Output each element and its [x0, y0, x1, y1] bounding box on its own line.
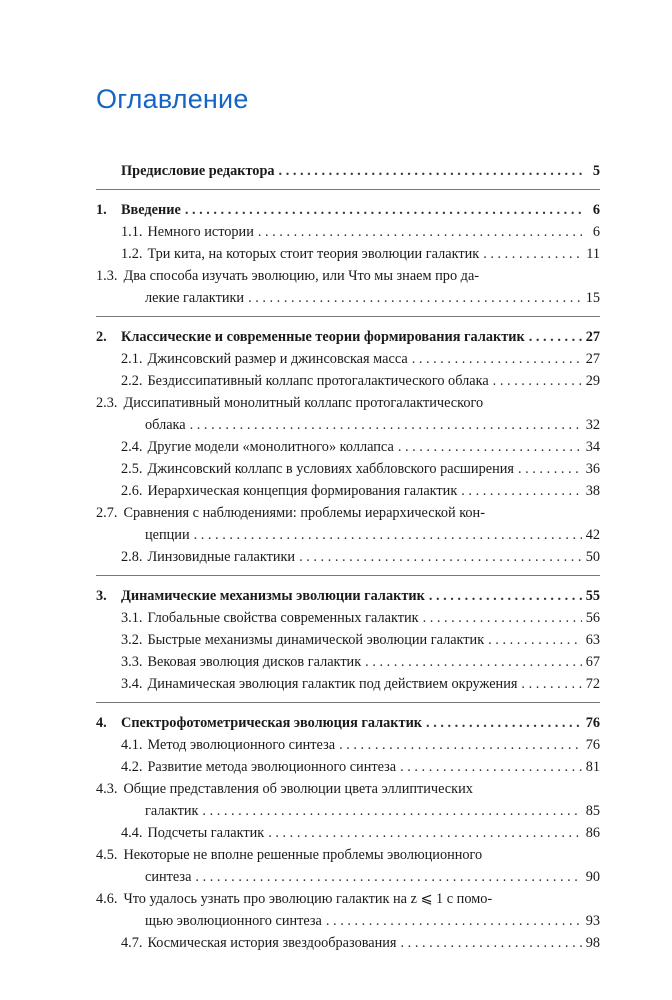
toc-entry-page: 27 — [585, 351, 600, 367]
toc-entry-title-continued: синтеза — [145, 869, 192, 885]
toc-entry-title: Введение — [121, 202, 181, 218]
toc-entry-line — [121, 524, 600, 546]
toc-section — [96, 326, 600, 576]
toc-entry-number: 4.7. — [121, 935, 143, 951]
toc-entry-line — [96, 392, 600, 414]
toc-entry-title: Джинсовский коллапс в условиях хаббловского расширения — [147, 461, 514, 477]
toc-entry-number: 4. — [96, 715, 107, 731]
leader-dots — [423, 607, 582, 629]
toc-entry-number: 2.1. — [121, 351, 143, 367]
toc-entry-page: 32 — [585, 417, 600, 433]
toc-entry-page: 34 — [585, 439, 600, 455]
toc-entry-page: 56 — [585, 610, 600, 626]
leader-dots — [248, 287, 582, 309]
toc-entry-page: 67 — [585, 654, 600, 670]
toc-entry-page: 50 — [585, 549, 600, 565]
toc-entry[interactable] — [96, 756, 600, 778]
leader-dots — [429, 585, 582, 607]
page-title: Оглавление — [96, 84, 249, 114]
toc-entry-number: 4.1. — [121, 737, 143, 753]
toc-entry[interactable] — [96, 502, 600, 546]
toc-entry-number: 2.7. — [96, 505, 118, 521]
toc-entry[interactable] — [96, 199, 600, 221]
toc-entry-number: 1.2. — [121, 246, 143, 262]
toc-entry-page: 6 — [592, 224, 600, 240]
toc-entry-line — [96, 502, 600, 524]
toc-entry[interactable] — [96, 651, 600, 673]
toc-entry-page: 11 — [586, 246, 600, 262]
toc-entry-title-continued: лекие галактики — [145, 290, 245, 306]
toc-entry[interactable] — [96, 370, 600, 392]
toc-entry-number: 4.4. — [121, 825, 143, 841]
toc-entry-number: 2.8. — [121, 549, 143, 565]
toc-entry-title: Что удалось узнать про эволюцию галактик на z ⩽ 1 с помо- — [123, 891, 493, 907]
leader-dots — [518, 458, 582, 480]
toc-entry-title: Метод эволюционного синтеза — [147, 737, 336, 753]
toc-entry[interactable] — [96, 546, 600, 568]
toc-entry-number: 2. — [96, 329, 107, 345]
toc-entry[interactable] — [96, 326, 600, 348]
toc-entry-title: Бездиссипативный коллапс протогалактического облака — [147, 373, 489, 389]
toc-entry[interactable] — [96, 436, 600, 458]
toc-entry-line — [96, 888, 600, 910]
toc-entry-number: 2.4. — [121, 439, 143, 455]
toc-entry-page: 90 — [585, 869, 600, 885]
toc-entry-number: 3.2. — [121, 632, 143, 648]
toc-entry-title: Джинсовский размер и джинсовская масса — [147, 351, 408, 367]
toc-entry[interactable] — [96, 822, 600, 844]
table-of-contents — [96, 160, 600, 970]
toc-entry-page: 86 — [585, 825, 600, 841]
toc-entry-page: 72 — [585, 676, 600, 692]
toc-entry-line — [121, 866, 600, 888]
toc-entry-line — [121, 910, 600, 932]
toc-entry-number: 4.5. — [96, 847, 118, 863]
toc-entry-number: 2.3. — [96, 395, 118, 411]
toc-entry-title: Быстрые механизмы динамической эволюции галактик — [147, 632, 485, 648]
toc-entry-number: 2.6. — [121, 483, 143, 499]
toc-entry[interactable] — [96, 629, 600, 651]
toc-entry-page: 76 — [585, 737, 600, 753]
toc-entry-number: 3.1. — [121, 610, 143, 626]
toc-entry-title: Космическая история звездообразования — [147, 935, 397, 951]
leader-dots — [400, 756, 582, 778]
toc-entry-title-continued: цепции — [145, 527, 190, 543]
toc-entry-title: Подсчеты галактик — [147, 825, 265, 841]
toc-entry-line — [96, 778, 600, 800]
toc-entry-page: 15 — [585, 290, 600, 306]
toc-entry-line — [121, 414, 600, 436]
toc-entry[interactable] — [96, 585, 600, 607]
toc-entry-page: 27 — [585, 329, 600, 345]
toc-entry-title: Общие представления об эволюции цвета эллиптических — [123, 781, 473, 797]
leader-dots — [268, 822, 581, 844]
leader-dots — [493, 370, 582, 392]
toc-entry[interactable] — [96, 480, 600, 502]
toc-entry-line — [96, 265, 600, 287]
toc-entry[interactable] — [96, 712, 600, 734]
toc-entry-title-continued: облака — [145, 417, 186, 433]
toc-entry-page: 5 — [592, 163, 600, 179]
leader-dots — [529, 326, 582, 348]
leader-dots — [426, 712, 582, 734]
toc-entry[interactable] — [96, 392, 600, 436]
leader-dots — [398, 436, 582, 458]
toc-section — [96, 199, 600, 317]
toc-entry-title: Развитие метода эволюционного синтеза — [147, 759, 397, 775]
leader-dots — [483, 243, 582, 265]
toc-entry-title: Некоторые не вполне решенные проблемы эволюционного — [123, 847, 483, 863]
toc-entry-page: 42 — [585, 527, 600, 543]
leader-dots — [194, 524, 582, 546]
toc-entry[interactable] — [96, 778, 600, 822]
toc-entry-page: 55 — [585, 588, 600, 604]
leader-dots — [488, 629, 582, 651]
toc-entry-number: 4.3. — [96, 781, 118, 797]
toc-entry-title: Предисловие редактора — [121, 163, 275, 179]
toc-entry[interactable] — [96, 348, 600, 370]
toc-entry[interactable] — [96, 243, 600, 265]
toc-entry-title-continued: щью эволюционного синтеза — [145, 913, 322, 929]
toc-entry-number: 2.5. — [121, 461, 143, 477]
leader-dots — [279, 160, 582, 182]
toc-entry-line — [96, 844, 600, 866]
toc-entry[interactable] — [96, 932, 600, 954]
leader-dots — [190, 414, 582, 436]
toc-section — [96, 712, 600, 961]
toc-entry-title: Динамические механизмы эволюции галактик — [121, 588, 425, 604]
leader-dots — [412, 348, 582, 370]
toc-entry-title: Три кита, на которых стоит теория эволюции галактик — [147, 246, 480, 262]
leader-dots — [401, 932, 582, 954]
toc-entry-line — [121, 800, 600, 822]
toc-entry[interactable] — [96, 888, 600, 932]
toc-entry-number: 1.1. — [121, 224, 143, 240]
toc-entry-title: Глобальные свойства современных галактик — [147, 610, 419, 626]
toc-entry-number: 1.3. — [96, 268, 118, 284]
toc-entry[interactable] — [96, 734, 600, 756]
toc-entry-title: Сравнения с наблюдениями: проблемы иерархической кон- — [123, 505, 485, 521]
toc-entry[interactable] — [96, 844, 600, 888]
leader-dots — [185, 199, 582, 221]
toc-entry-page: 85 — [585, 803, 600, 819]
toc-entry-page: 29 — [585, 373, 600, 389]
toc-entry-number: 2.2. — [121, 373, 143, 389]
leader-dots — [365, 651, 582, 673]
toc-entry-number: 4.2. — [121, 759, 143, 775]
leader-dots — [195, 866, 581, 888]
toc-entry-title: Иерархическая концепция формирования галактик — [147, 483, 458, 499]
toc-entry-number: 3. — [96, 588, 107, 604]
leader-dots — [258, 221, 582, 243]
toc-entry-title: Классические и современные теории формирования галактик — [121, 329, 525, 345]
toc-entry-title: Диссипативный монолитный коллапс протогалактического — [123, 395, 484, 411]
toc-entry-number: 4.6. — [96, 891, 118, 907]
toc-entry-line — [121, 287, 600, 309]
leader-dots — [202, 800, 581, 822]
toc-section — [96, 585, 600, 703]
toc-entry-title: Спектрофотометрическая эволюция галактик — [121, 715, 423, 731]
toc-entry-number: 3.3. — [121, 654, 143, 670]
toc-entry-title: Динамическая эволюция галактик под действием окружения — [147, 676, 518, 692]
toc-entry-page: 76 — [585, 715, 600, 731]
toc-entry-page: 63 — [585, 632, 600, 648]
toc-entry[interactable] — [96, 160, 600, 182]
toc-entry[interactable] — [96, 458, 600, 480]
toc-entry[interactable] — [96, 265, 600, 309]
leader-dots — [461, 480, 581, 502]
leader-dots — [521, 673, 581, 695]
toc-entry-number: 1. — [96, 202, 107, 218]
toc-entry-page: 36 — [585, 461, 600, 477]
toc-entry[interactable] — [96, 607, 600, 629]
toc-entry-title-continued: галактик — [145, 803, 199, 819]
toc-entry-page: 98 — [585, 935, 600, 951]
leader-dots — [299, 546, 582, 568]
toc-entry-title: Другие модели «монолитного» коллапса — [147, 439, 394, 455]
leader-dots — [326, 910, 582, 932]
toc-entry-page: 93 — [585, 913, 600, 929]
toc-entry-title: Два способа изучать эволюцию, или Что мы знаем про да- — [123, 268, 480, 284]
toc-entry-title: Вековая эволюция дисков галактик — [147, 654, 362, 670]
toc-entry[interactable] — [96, 673, 600, 695]
toc-entry-title: Немного истории — [147, 224, 254, 240]
toc-entry-page: 38 — [585, 483, 600, 499]
toc-entry-page: 6 — [592, 202, 600, 218]
leader-dots — [339, 734, 582, 756]
toc-entry-title: Линзовидные галактики — [147, 549, 296, 565]
toc-entry-page: 81 — [585, 759, 600, 775]
toc-section — [96, 160, 600, 190]
toc-entry-number: 3.4. — [121, 676, 143, 692]
toc-entry[interactable] — [96, 221, 600, 243]
